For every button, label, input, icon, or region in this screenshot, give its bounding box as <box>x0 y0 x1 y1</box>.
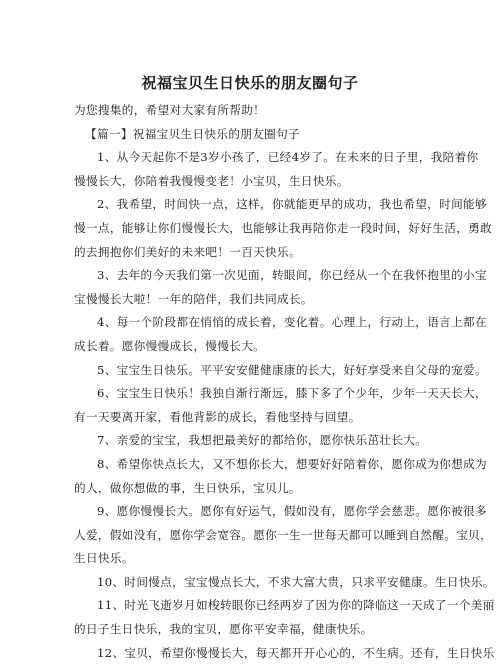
paragraph-line: 3、去年的今天我们第一次见面，转眼间，你已经从一个在我怀抱里的小宝 <box>97 268 487 283</box>
paragraph-line: 1、从今天起你不是3岁小孩了，已经4岁了。在未来的日子里，我陪着你 <box>97 150 479 165</box>
document-title: 祝福宝贝生日快乐的朋友圈句子 <box>141 74 359 92</box>
document-body <box>74 99 495 665</box>
paragraph-line: 的人，做你想做的事，生日快乐，宝贝儿。 <box>74 480 301 495</box>
paragraph-line: 11、时光飞逝岁月如梭转眼你已经两岁了因为你的降临这一天成了一个美丽 <box>97 598 495 613</box>
paragraph-line: 宝慢慢长大啦！一年的陪伴，我们共同成长。 <box>74 291 313 306</box>
paragraph-line: 12、宝贝，希望你慢慢长大，每天都开开心心的，不生病。还有，生日快乐 <box>97 645 495 660</box>
paragraph-line: 5、宝宝生日快乐。平平安安健健康康的长大，好好享受来自父母的宠爱。 <box>97 362 487 377</box>
paragraph-line: 的去拥抱你们美好的未来吧！一百天快乐。 <box>74 244 301 259</box>
paragraph-line: 7、亲爱的宝宝，我想把最美好的都给你，愿你快乐茁壮长大。 <box>97 433 428 448</box>
paragraph-line: 慢慢长大，你陪着我慢慢变老！小宝贝，生日快乐。 <box>74 173 349 188</box>
paragraph-line: 10、时间慢点，宝宝慢点长大，不求大富大贵，只求平安健康。生日快乐。 <box>97 574 495 589</box>
paragraph-line: 生日快乐。 <box>74 551 134 566</box>
paragraph-line: 2、我希望，时间快一点，这样，你就能更早的成功，我也希望，时间能够 <box>97 197 487 212</box>
paragraph-line: 8、希望你快点长大，又不想你长大，想要好好陪着你，愿你成为你想成为 <box>97 456 487 471</box>
paragraph-line: 人爱，假如没有，愿你学会宽容。愿你一生一世每天都可以睡到自然醒。宝贝， <box>74 527 493 542</box>
paragraph-line: 6、宝宝生日快乐！我独自渐行渐远，膝下多了个少年，少年一天天长大， <box>97 386 487 401</box>
paragraph-line: 有一天要离开家，看他背影的成长，看他坚持与回望。 <box>74 409 361 424</box>
paragraph-line: 成长着。愿你慢慢成长，慢慢长大。 <box>74 338 266 353</box>
section-heading: 【篇一】祝福宝贝生日快乐的朋友圈句子 <box>85 126 300 141</box>
paragraph-line: 9、愿你慢慢长大。愿你有好运气，假如没有，愿你学会慈悲。愿你被很多 <box>97 504 487 519</box>
paragraph-line: 的日子生日快乐，我的宝贝，愿你平安幸福，健康快乐。 <box>74 622 373 637</box>
paragraph-line: 4、每一个阶段都在悄悄的成长着，变化着。心理上，行动上，语言上都在 <box>97 315 487 330</box>
paragraph-line: 慢一点，能够让你们慢慢长大，也能够让我再陪你走一段时间，好好生活，勇敢 <box>74 220 493 235</box>
intro-text: 为您搜集的，希望对大家有所帮助！ <box>74 103 266 117</box>
